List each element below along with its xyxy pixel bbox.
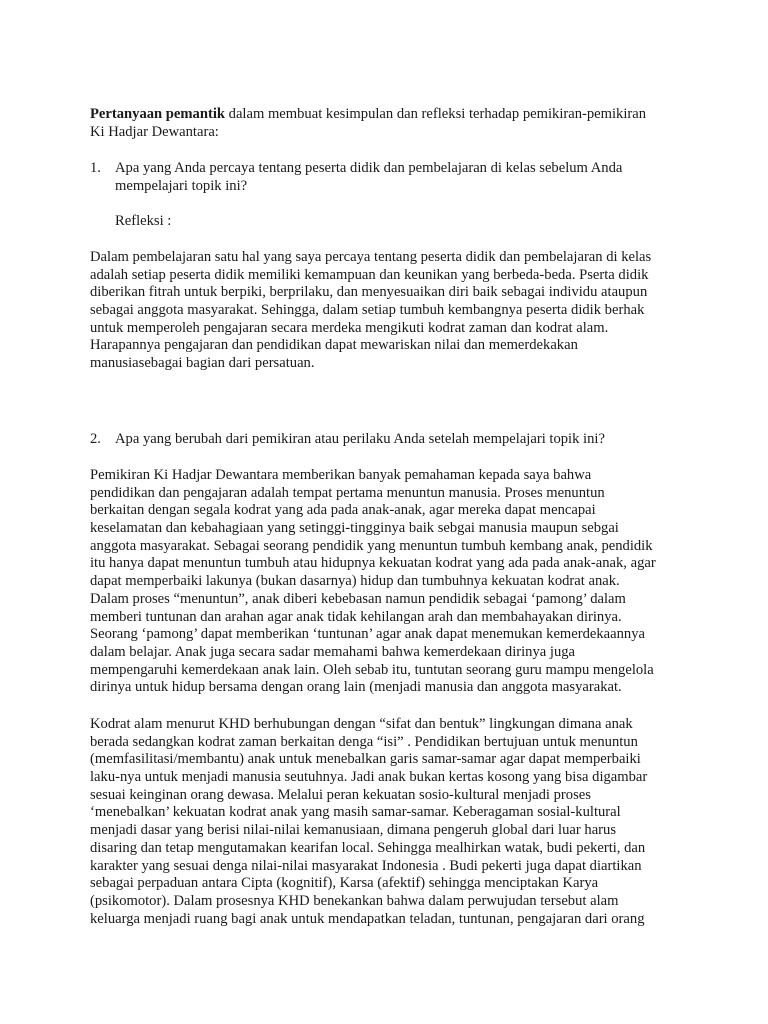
paragraph-line: dalam belajar. Anak juga secara sadar memahami bahwa kemerdekaan dirinya juga	[90, 643, 576, 660]
paragraph-line: untuk memperoleh pengajaran secara merdeka mengikuti kodrat zaman dan kodrat alam.	[90, 319, 609, 336]
paragraph-line: (psikomotor). Dalam prosesnya KHD benekankan bahwa dalam perwujudan tersebut alam	[90, 892, 619, 909]
paragraph-line: pendidikan dan pengajaran adalah tempat pertama menuntun manusia. Proses menuntun	[90, 484, 605, 501]
paragraph-line: sebagai perpaduan antara Cipta (kognitif), Karsa (afektif) sehingga menciptakan Karya	[90, 875, 599, 892]
question-1-line: Apa yang Anda percaya tentang peserta didik dan pembelajaran di kelas sebelum Anda	[115, 160, 623, 176]
question-1-text	[115, 160, 622, 195]
paragraph-line: sebagai anggota masyarakat. Sehingga, dalam setiap tumbuh kembangnya peserta didik berhak	[90, 302, 645, 319]
intro-bold: Pertanyaan pemantik	[90, 106, 225, 122]
paragraph-line: adalah setiap peserta didik memiliki kemampuan dan keunikan yang berbeda-beda. Pserta didik	[90, 266, 649, 283]
paragraph-line: itu hanya dapat menuntun tumbuh atau hidupnya kekuatan kodrat yang ada pada anak-anak, agar	[90, 555, 656, 572]
paragraph-3	[90, 716, 680, 928]
paragraph-line: anggota masyarakat. Sebagai seorang pendidik yang menuntun tumbuh kembang anak, pendidik	[90, 537, 653, 554]
question-2-number: 2.	[90, 431, 101, 447]
intro-line-2: Ki Hadjar Dewantara:	[90, 123, 219, 140]
intro-line-1-rest: dalam membuat kesimpulan dan refleksi terhadap pemikiran-pemikiran	[225, 106, 647, 122]
paragraph-1	[90, 249, 680, 373]
paragraph-line: disaring dan tetap mengutamakan kearifan local. Sehingga mealhirkan watak, budi pekerti, dan	[90, 839, 646, 856]
question-1-number: 1.	[90, 160, 101, 176]
paragraph-line: dirinya untuk hidup bersama dengan orang lain (menjadi manusia dan anggota masyarakat.	[90, 679, 622, 696]
paragraph-line: laku-nya untuk menjadi manusia seutuhnya. Jadi anak bukan kertas kosong yang bisa digambar	[90, 769, 648, 786]
paragraph-line: Dalam proses “menuntun”, anak diberi kebebasan namun pendidik sebagai ‘pamong’ dalam	[90, 590, 626, 607]
paragraph-line: Dalam pembelajaran satu hal yang saya percaya tentang peserta didik dan pembelajaran di kelas	[90, 249, 652, 265]
paragraph-line: mempengaruhi kemerdekaan anak lain. Oleh sebab itu, tuntutan seorang guru mampu mengelola	[90, 661, 654, 678]
paragraph-line: keluarga menjadi ruang bagi anak untuk mendapatkan teladan, tuntunan, pengajaran dari orang	[90, 910, 645, 927]
paragraph-line: diberikan fitrah untuk berpiki, berprilaku, dan menyesuaikan diri baik sebagai individu ataupun	[90, 284, 648, 301]
paragraph-line: ‘menebalkan’ kekuatan kodrat anak yang masih samar-samar. Keberagaman sosial-kultural	[90, 804, 621, 821]
paragraph-line: Kodrat alam menurut KHD berhubungan dengan “sifat dan bentuk” lingkungan dimana anak	[90, 716, 633, 732]
intro-line-1	[90, 106, 680, 124]
paragraph-line: (memfasilitasi/membantu) anak untuk menebalkan garis samar-samar agar dapat memperbaiki	[90, 751, 641, 768]
paragraph-line: Harapannya pengajaran dan pendidikan dapat mewariskan nilai dan memerdekakan	[90, 337, 578, 354]
paragraph-line: berada sedangkan kodrat zaman berkaitan denga “isi” . Pendidikan bertujuan untuk menuntun	[90, 733, 638, 750]
paragraph-line: karakter yang sesuai denga nilai-nilai masyarakat Indonesia . Budi pekerti juga dapat diartikan	[90, 857, 642, 874]
paragraph-line: keselamatan dan kebahagiaan yang setinggi-tingginya baik sebgai manusia maupun sebgai	[90, 520, 619, 537]
question-2-text: Apa yang berubah dari pemikiran atau perilaku Anda setelah mempelajari topik ini?	[115, 431, 605, 447]
paragraph-line: Seorang ‘pamong’ dapat memberikan ‘tuntunan’ agar anak dapat menemukan kemerdekaannya	[90, 626, 646, 643]
paragraph-line: memberi tuntunan dan arahan agar anak tidak kehilangan arah dan membahayakan dirinya.	[90, 608, 622, 625]
question-1-line: mempelajari topik ini?	[115, 177, 248, 194]
paragraph-2	[90, 467, 680, 697]
intro-heading	[90, 106, 680, 141]
refleksi-label: Refleksi :	[115, 213, 172, 229]
paragraph-line: dapat memperbaiki lakunya (bukan dasarnya) hidup dan tumbuhnya kekuatan kodrat anak.	[90, 573, 620, 590]
paragraph-line: Pemikiran Ki Hadjar Dewantara memberikan banyak pemahaman kepada saya bahwa	[90, 467, 592, 483]
paragraph-line: menjadi dasar yang berisi nilai-nilai kemanusiaan, dimana pengeruh global dari luar harus	[90, 822, 617, 839]
paragraph-line: manusiasebagai bagian dari persatuan.	[90, 355, 315, 372]
paragraph-line: berkaitan dengan segala kodrat yang ada pada anak-anak, agar mereka dapat mencapai	[90, 502, 596, 519]
paragraph-line: sesuai keinginan orang dewasa. Melalui peran kekuatan sosio-kultural menjadi proses	[90, 786, 591, 803]
